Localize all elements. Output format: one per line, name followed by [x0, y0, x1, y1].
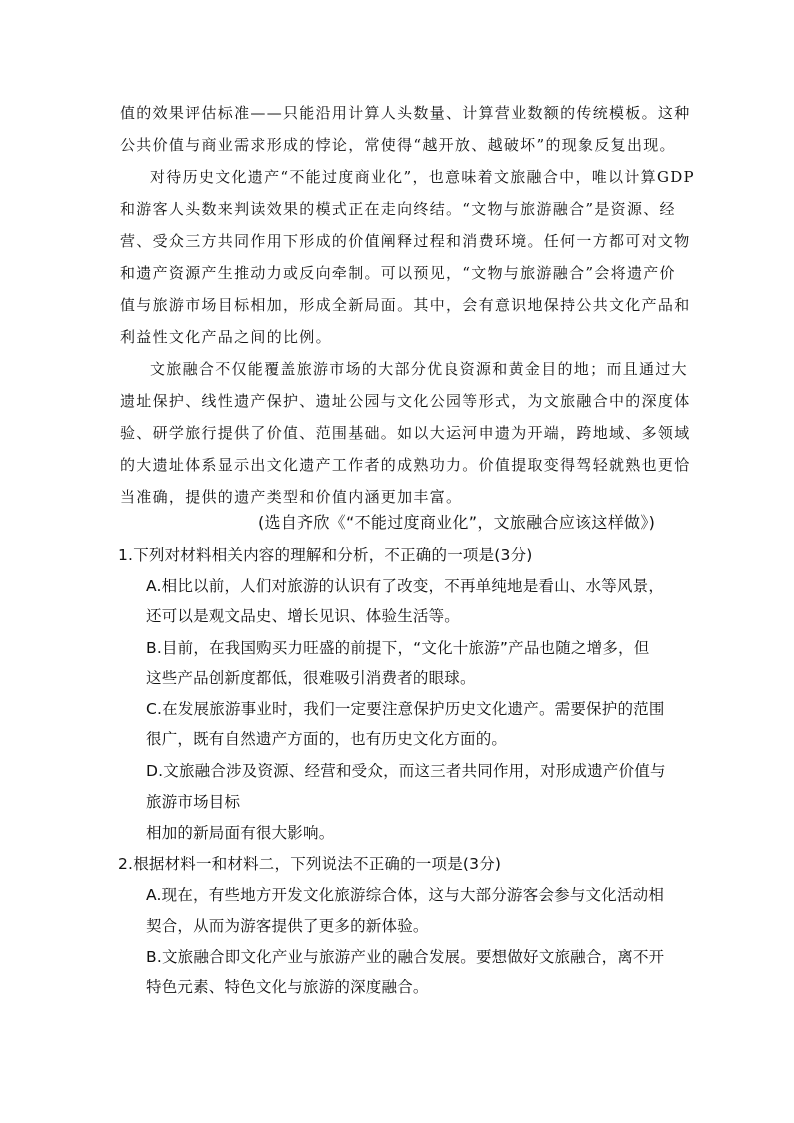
q1-option-c-cont: 很广，既有自然遗产方面的，也有历史文化方面的。 [146, 730, 508, 748]
question-2-stem: 2.根据材料一和材料二，下列说法不正确的一项是(3分) [118, 855, 502, 873]
q1-option-b: B.目前，在我国购买力旺盛的前提下，“文化十旅游”产品也随之增多，但 [146, 639, 650, 657]
passage-line: 对待历史文化遗产“不能过度商业化”，也意味着文旅融合中，唯以计算GDP [150, 168, 695, 186]
passage-line: 验、研学旅行提供了价值、范围基础。如以大运河申遗为开端，跨地域、多领域 [120, 424, 691, 442]
q2-option-b-cont: 特色元素、特色文化与旅游的深度融合。 [146, 978, 429, 996]
passage-line: 值与旅游市场目标相加，形成全新局面。其中，会有意识地保持公共文化产品和 [120, 296, 691, 314]
q1-option-a-cont: 还可以是观文品史、增长见识、体验生活等。 [146, 607, 461, 625]
passage-line: 值的效果评估标准——只能沿用计算人头数量、计算营业数额的传统模板。这种 [120, 104, 691, 122]
passage-line: 营、受众三方共同作用下形成的价值阐释过程和消费环境。任何一方都可对文物 [120, 232, 691, 250]
passage-line: 当准确，提供的遗产类型和价值内涵更加丰富。 [120, 488, 463, 506]
q1-option-d-cont2: 相加的新局面有很大影响。 [146, 824, 335, 842]
passage-line: 和游客人头数来判读效果的模式正在走向终结。“文物与旅游融合”是资源、经 [120, 200, 676, 218]
q1-option-b-cont: 这些产品创新度都低，很难吸引消费者的眼球。 [146, 669, 476, 687]
passage-line: 文旅融合不仅能覆盖旅游市场的大部分优良资源和黄金目的地；而且通过大 [150, 360, 688, 378]
passage-line: 利益性文化产品之间的比例。 [120, 328, 332, 346]
q1-option-c: C.在发展旅游事业时，我们一定要注意保护历史文化遗产。需要保护的范围 [146, 700, 665, 718]
q1-option-d-cont: 旅游市场目标 [146, 793, 241, 811]
passage-line: 公共价值与商业需求形成的悖论，常使得“越开放、越破坏”的现象反复出现。 [120, 136, 676, 154]
q2-option-a-cont: 契合，从而为游客提供了更多的新体验。 [146, 917, 429, 935]
question-1-stem: 1.下列对材料相关内容的理解和分析，不正确的一项是(3分) [118, 546, 533, 564]
passage-line: 和遗产资源产生推动力或反向牵制。可以预见，“文物与旅游融合”会将遗产价 [120, 264, 676, 282]
passage-line: 遗址保护、线性遗产保护、遗址公园与文化公园等形式，为文旅融合中的深度体 [120, 392, 691, 410]
q2-option-a: A.现在，有些地方开发文化旅游综合体，这与大部分游客会参与文化活动相 [146, 886, 665, 904]
q1-option-a: A.相比以前，人们对旅游的认识有了改变，不再单纯地是看山、水等风景， [146, 577, 665, 595]
passage-line: 的大遗址体系显示出文化遗产工作者的成熟功力。价值提取变得驾轻就熟也更恰 [120, 456, 691, 474]
q1-option-d: D.文旅融合涉及资源、经营和受众，而这三者共同作用，对形成遗产价值与 [146, 762, 666, 780]
q2-option-b: B.文旅融合即文化产业与旅游产业的融合发展。要想做好文旅融合，离不开 [146, 948, 665, 966]
source-citation: (选自齐欣《“不能过度商业化”，文旅融合应该这样做》) [258, 513, 656, 532]
